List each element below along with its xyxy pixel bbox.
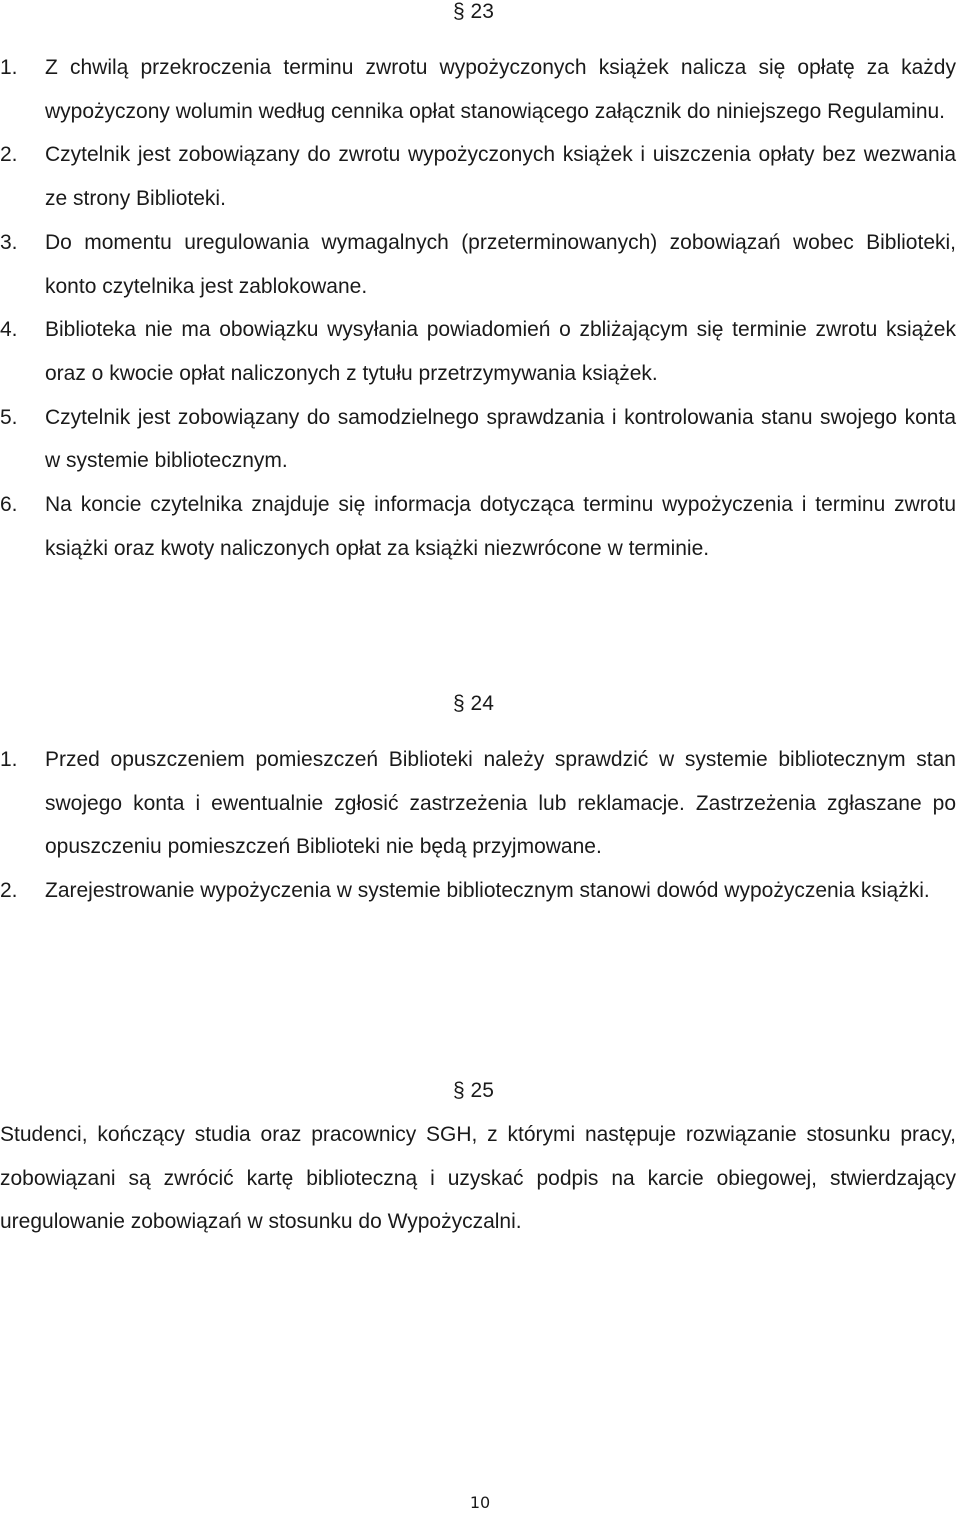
item-number: 2. [0,143,18,167]
list-item [0,483,956,570]
section-heading-23: § 23 [453,0,494,23]
list-item [0,221,956,308]
list-item [0,46,956,133]
section-25-paragraph: Studenci, kończący studia oraz pracownicy SGH, z którymi następuje rozwiązanie stosunku pracy, zobowiązani są zwrócić kartę biblioteczną i uzyskać podpis na karcie obiegowej, stwierdzający uregulowanie zobowiązań w stosunku do Wypożyczalni. [0,1123,956,1233]
item-text: Z chwilą przekroczenia terminu zwrotu wypożyczonych książek nalicza się opłatę za każdy wypożyczony wolumin według cennika opłat stanowiącego załącznik do niniejszego Regulaminu. [45,56,956,123]
section-heading-24: § 24 [453,692,494,715]
item-number: 4. [0,318,18,342]
item-text: Czytelnik jest zobowiązany do samodzielnego sprawdzania i kontrolowania stanu swojego konta w systemie bibliotecznym. [45,405,956,473]
list-item [0,308,956,395]
item-number: 6. [0,493,18,517]
item-number: 1. [0,56,18,79]
list-item [0,396,956,483]
item-number: 5. [0,405,18,429]
page-number: 10 [469,1493,491,1512]
item-number: 1. [0,748,18,771]
list-item [0,738,956,869]
item-text: Czytelnik jest zobowiązany do zwrotu wypożyczonych książek i uiszczenia opłaty bez wezwania ze strony Biblioteki. [45,143,956,211]
item-number: 3. [0,230,18,254]
item-text: Do momentu uregulowania wymagalnych (przeterminowanych) zobowiązań wobec Biblioteki, konto czytelnika jest zablokowane. [45,230,956,298]
section-23-list [0,46,956,570]
item-text: Na koncie czytelnika znajduje się informacja dotycząca terminu wypożyczenia i terminu zwrotu książki oraz kwoty naliczonych opłat za książki niezwrócone w terminie. [45,493,956,560]
item-text: Biblioteka nie ma obowiązku wysyłania powiadomień o zbliżającym się terminie zwrotu książek oraz o kwocie opłat naliczonych z tytułu przetrzymywania książek. [45,318,956,385]
section-24-list [0,738,956,913]
list-item [0,133,956,220]
item-text: Przed opuszczeniem pomieszczeń Biblioteki należy sprawdzić w systemie bibliotecznym stan swojego konta i ewentualnie zgłosić zastrzeżenia lub reklamacje. Zastrzeżenia zgłaszane po opuszczeniu pomieszczeń Biblioteki nie będą przyjmowane. [45,748,956,859]
list-item [0,869,956,913]
item-text: Zarejestrowanie wypożyczenia w systemie bibliotecznym stanowi dowód wypożyczenia książki. [45,879,930,903]
section-heading-25: § 25 [453,1079,494,1102]
item-number: 2. [0,879,18,903]
